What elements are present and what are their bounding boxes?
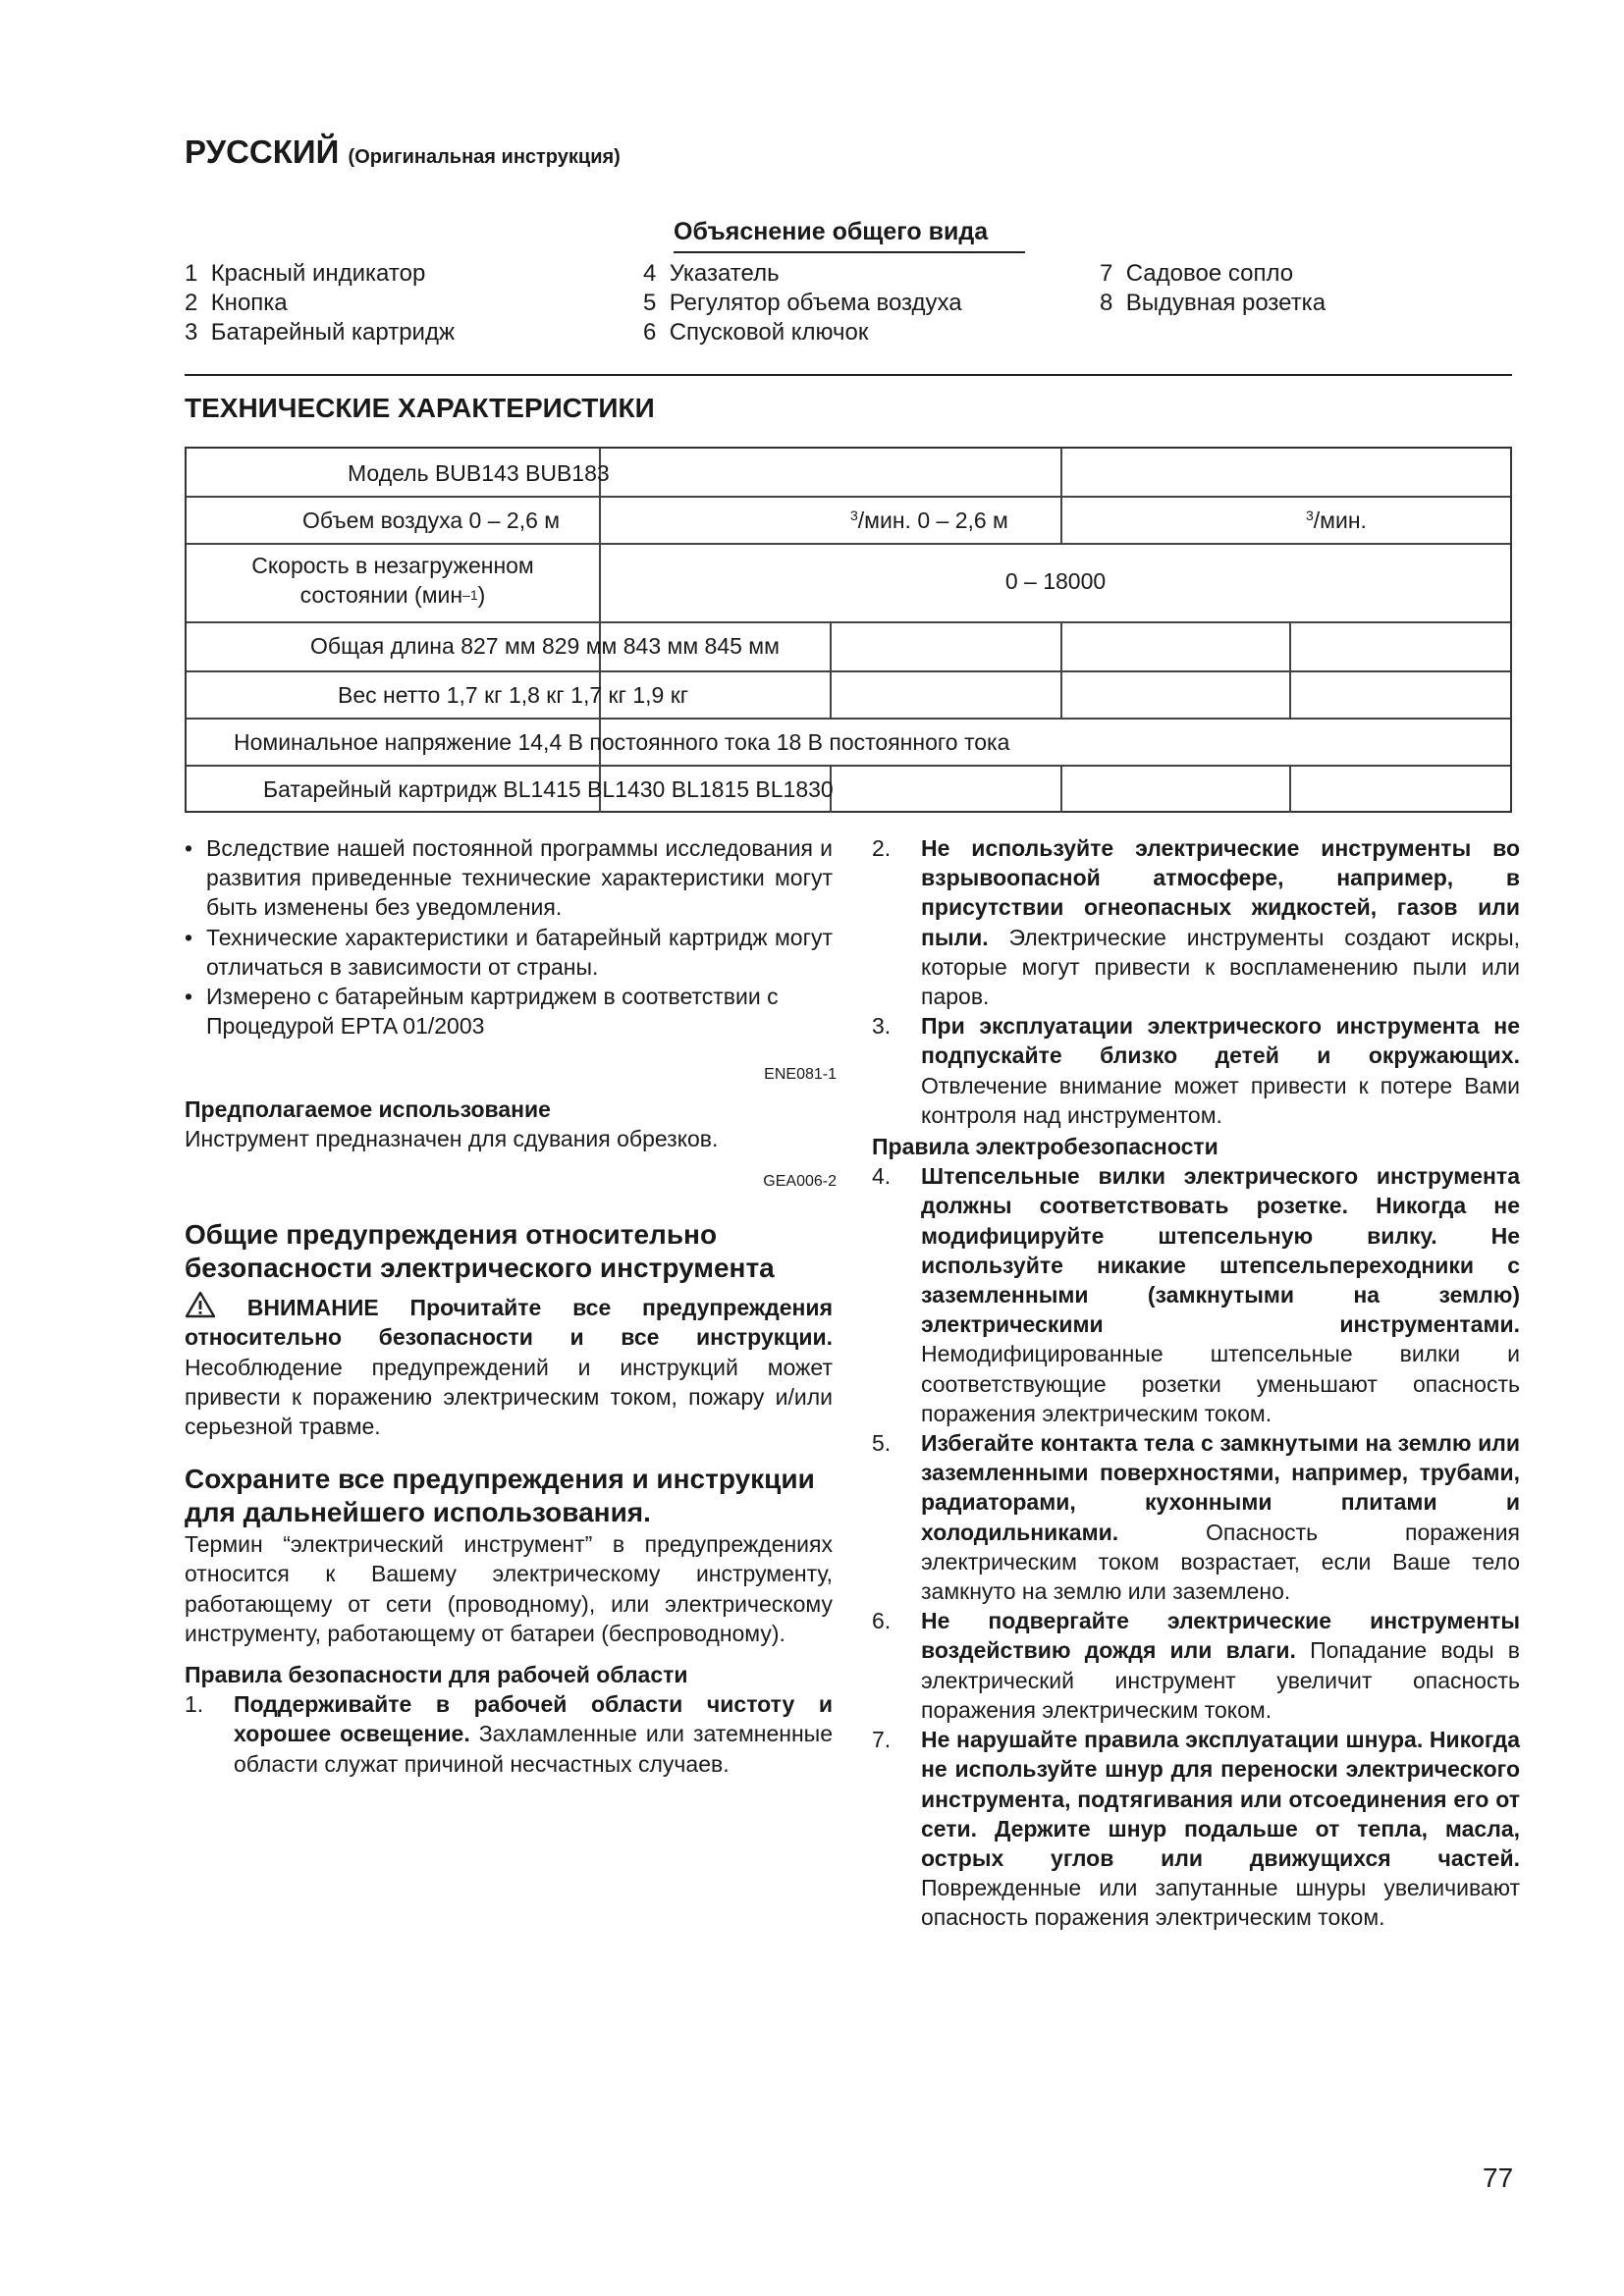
rule-item: 7. Не нарушайте правила эксплуатации шнура. Никогда не используйте шнур для переноски электрического инструмента, подтягивания или отсоединения его от сети. Держите шнур подальше от тепла, масла, острых углов или движущихся частей. Поврежденные или запутанные шнуры увеличивают опасность поражения электрическим током. xyxy=(872,1727,1520,1931)
table-rule xyxy=(187,496,1510,498)
part-item: 4 Указатель xyxy=(643,260,780,287)
part-item: 8 Выдувная розетка xyxy=(1100,290,1326,316)
table-rule xyxy=(187,543,1510,545)
table-rule xyxy=(830,621,832,718)
table-rule xyxy=(1289,621,1291,718)
save-instructions-title: Сохраните все предупреждения и инструкции для дальнейшего использования. xyxy=(185,1464,815,1528)
part-item: 3 Батарейный картридж xyxy=(185,319,456,346)
spec-air-volume-value: $^3$/мин. 0 – 2,6 м xyxy=(850,507,1008,533)
part-item: 2 Кнопка xyxy=(185,290,288,316)
table-rule xyxy=(187,765,1510,767)
specs-title: ТЕХНИЧЕСКИЕ ХАРАКТЕРИСТИКИ xyxy=(185,393,655,423)
spec-weight-row: Вес нетто 1,7 кг 1,8 кг 1,7 кг 1,9 кг xyxy=(338,682,689,708)
spec-speed-label: Скорость в незагруженном состоянии (мин$^{-1}$) xyxy=(251,553,534,608)
note-item: • Измерено с батарейным картриджем в соответствии с Процедурой EPTA 01/2003 xyxy=(185,984,779,1040)
rule-item: 3. При эксплуатации электрического инструмента не подпускайте близко детей и окружающих. Отвлечение внимание может привести к потере Вами контроля над инструментом. xyxy=(872,1013,1520,1128)
code-ene081: ENE081-1 xyxy=(764,1066,837,1084)
rule-item: 1. Поддерживайте в рабочей области чистоту и хорошее освещение. Захламленные или затемненные области служат причиной несчастных случаев. xyxy=(185,1691,833,1777)
section-divider xyxy=(185,374,1512,376)
note-item: • Технические характеристики и батарейный картридж могут отличаться в зависимости от страны. xyxy=(185,924,833,980)
language-heading xyxy=(185,133,621,171)
intended-title: Предполагаемое использование xyxy=(185,1095,551,1122)
parts-column-2 xyxy=(643,259,962,347)
general-warnings-title: Общие предупреждения относительно безопасности электрического инструмента xyxy=(185,1219,775,1284)
table-rule xyxy=(187,718,1510,720)
overview-title: Объяснение общего вида xyxy=(674,218,989,245)
overview-underline xyxy=(674,251,1025,253)
part-item: 6 Спусковой ключок xyxy=(643,319,869,346)
parts-column-1 xyxy=(185,259,455,347)
workarea-title: Правила безопасности для рабочей области xyxy=(185,1662,688,1688)
table-rule xyxy=(1060,449,1062,543)
parts-column-3 xyxy=(1100,259,1326,318)
language-subtitle: (Оригинальная инструкция) xyxy=(348,146,621,168)
warning-triangle-icon xyxy=(185,1291,216,1318)
general-warning-text: ВНИМАНИЕ Прочитайте все предупреждения относительно безопасности и все инструкции. Несоблюдение предупреждений и инструкций может привести к поражению электрическим током, пожару и/или серьезной травме. xyxy=(185,1291,833,1441)
part-item: 7 Садовое сопло xyxy=(1100,260,1294,287)
left-column xyxy=(185,833,837,1779)
rule-item: 6. Не подвергайте электрические инструменты воздействию дождя или влаги. Попадание воды в электрический инструмент увеличит опасность поражения электрическим током. xyxy=(872,1608,1520,1723)
right-column xyxy=(872,833,1520,1933)
rule-item: 2. Не используйте электрические инструменты во взрывоопасной атмосфере, например, в присутствии огнеопасных жидкостей, газов или пыли. Электрические инструменты создают искры, которые могут привести к воспламенению пыли или паров. xyxy=(872,835,1520,1010)
page-number: 77 xyxy=(1483,2163,1514,2193)
table-rule xyxy=(1289,765,1291,813)
spec-air-volume-label: Объем воздуха 0 – 2,6 м xyxy=(302,507,561,533)
table-rule xyxy=(1060,621,1062,718)
save-instructions-text: Термин “электрический инструмент” в предупреждениях относится к Вашему электрическому инструменту, работающему от сети (проводному), или электрическому инструменту, работающему от батареи (беспроводному). xyxy=(185,1531,833,1646)
note-item: • Вследствие нашей постоянной программы исследования и развития приведенные технические характеристики могут быть изменены без уведомления. xyxy=(185,835,833,921)
table-rule xyxy=(187,621,1510,623)
rule-item: 5. Избегайте контакта тела с замкнутыми на землю или заземленными поверхностями, например, трубами, радиаторами, кухонными плитами и холодильниками. Опасность поражения электрическим током возрастает, если Ваше тело замкнуто на землю или заземлено. xyxy=(872,1430,1520,1605)
code-gea006: GEA006-2 xyxy=(763,1173,837,1191)
rule-item: 4. Штепсельные вилки электрического инструмента должны соответствовать розетке. Никогда не модифицируйте штепсельную вилку. Не используйте никакие штепсельпереходники с заземленными (замкнутыми на землю) электрическими инструментами. Немодифицированные штепсельные вилки и соответствующие розетки уменьшают опасность поражения электрическим током. xyxy=(872,1163,1520,1426)
table-rule xyxy=(599,449,601,813)
part-item: 5 Регулятор объема воздуха xyxy=(643,290,962,316)
spec-length-row: Общая длина 827 мм 829 мм 843 мм 845 мм xyxy=(310,633,780,659)
spec-air-volume-unit: $^3$/мин. xyxy=(1306,507,1367,533)
language-label: РУССКИЙ xyxy=(185,133,340,170)
table-rule xyxy=(187,670,1510,672)
spec-battery-row: Батарейный картридж BL1415 BL1430 BL1815 BL1830 xyxy=(263,776,834,802)
spec-voltage-row: Номинальное напряжение 14,4 В постоянного тока 18 В постоянного тока xyxy=(234,729,1010,755)
table-rule xyxy=(1060,765,1062,813)
part-item: 1 Красный индикатор xyxy=(185,260,426,287)
spec-model-row: Модель BUB143 BUB183 xyxy=(348,460,610,486)
spec-speed-value: 0 – 18000 xyxy=(1004,568,1107,594)
spec-table xyxy=(185,447,1512,813)
electrical-title: Правила электробезопасности xyxy=(872,1134,1218,1160)
intended-text: Инструмент предназначен для сдувания обрезков. xyxy=(185,1125,719,1151)
